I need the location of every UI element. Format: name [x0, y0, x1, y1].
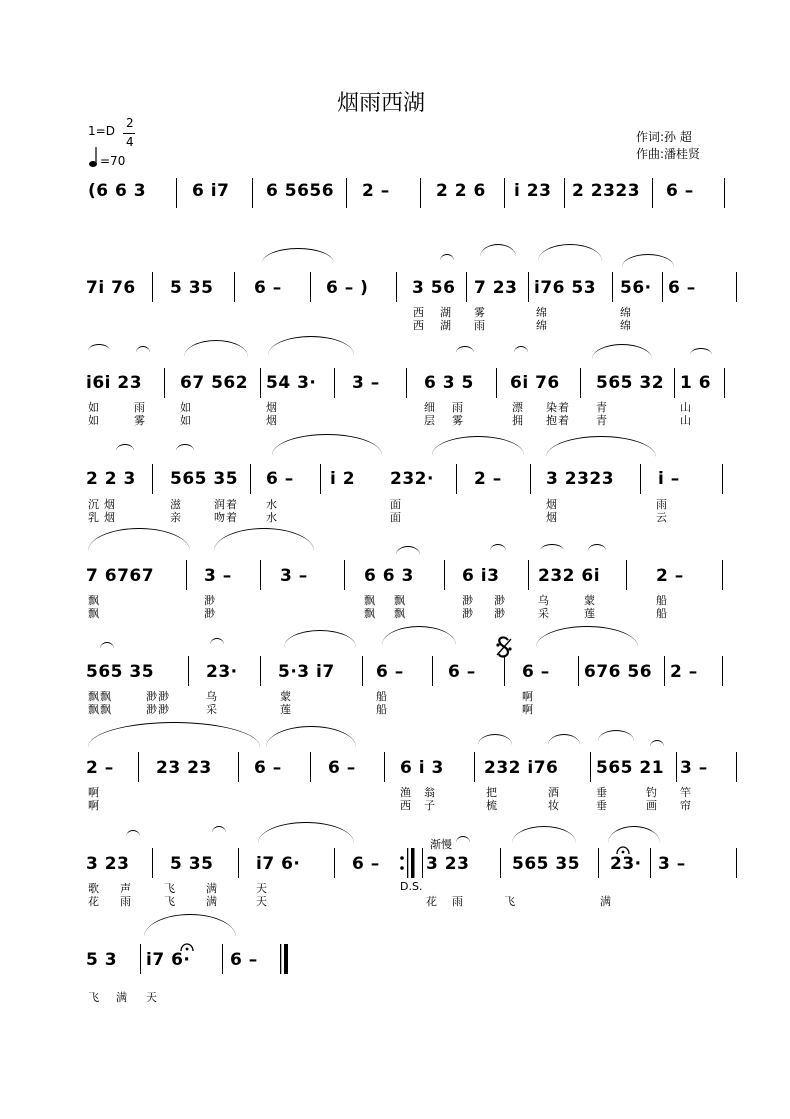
measure: 2 –	[670, 662, 698, 682]
lyric: 钓	[646, 786, 658, 799]
slur	[598, 730, 634, 741]
barline	[238, 848, 239, 878]
barline	[612, 272, 613, 302]
lyric: 飘	[394, 594, 406, 607]
measure: 6 –	[376, 662, 404, 682]
measure: 3 –	[204, 566, 232, 586]
lyric: 面	[390, 511, 402, 524]
lyric: 渺	[462, 607, 474, 620]
measure: 56·	[620, 278, 652, 298]
measure: 3 –	[352, 373, 380, 393]
measure: 232·	[390, 469, 434, 489]
barline	[384, 752, 385, 782]
slur	[622, 254, 674, 267]
slur	[284, 630, 356, 647]
measure: 6 6 3	[364, 566, 414, 586]
jianman-marking: 渐慢	[430, 838, 452, 851]
slur	[536, 626, 638, 647]
barline	[164, 368, 165, 398]
measure: 6 5656	[266, 181, 335, 201]
final-barline	[280, 944, 290, 974]
key-signature: 1=D	[88, 124, 115, 138]
barline	[344, 560, 345, 590]
barline	[722, 464, 723, 494]
barline	[530, 464, 531, 494]
barline	[396, 272, 397, 302]
measure: 5 3	[86, 950, 118, 970]
lyric: 细	[424, 401, 436, 414]
measure: 54 3·	[266, 373, 317, 393]
barline	[234, 272, 235, 302]
slur	[100, 642, 114, 649]
slur	[540, 544, 564, 551]
slur	[262, 248, 334, 263]
slur	[176, 444, 194, 451]
measure: 6 –	[254, 758, 282, 778]
lyric: 垂	[596, 799, 608, 812]
barline	[724, 368, 725, 398]
lyric: 雨	[452, 401, 464, 414]
measure: 3 –	[658, 854, 686, 874]
measure: 23 23	[156, 758, 212, 778]
barline	[334, 368, 335, 398]
slur	[214, 528, 314, 551]
measure: 23·	[206, 662, 238, 682]
lyric: 渺	[494, 607, 506, 620]
lyric: 渔	[400, 786, 412, 799]
barline	[186, 560, 187, 590]
barline	[626, 560, 627, 590]
slur	[440, 254, 454, 261]
measure: (6 6 3	[88, 181, 147, 201]
slur	[456, 346, 474, 353]
slur	[88, 722, 260, 747]
lyric: 帘	[680, 799, 692, 812]
barline	[140, 944, 141, 974]
slur	[116, 444, 134, 451]
measure: 6 –	[328, 758, 356, 778]
slur	[210, 638, 224, 645]
lyric: 满	[600, 895, 612, 908]
measure: i 23	[514, 181, 552, 201]
measure: 3 23	[426, 854, 470, 874]
lyric: 蒙	[584, 594, 596, 607]
barline	[500, 848, 501, 878]
measure: 6 –	[266, 469, 294, 489]
barline	[580, 368, 581, 398]
measure: 2 –	[474, 469, 502, 489]
lyric: 飘飘	[88, 703, 112, 716]
barline	[252, 178, 253, 208]
measure: 6 –	[448, 662, 476, 682]
lyric: 绵	[536, 319, 548, 332]
lyric: 花	[426, 895, 438, 908]
lyric: 酒	[548, 786, 560, 799]
time-signature-line	[123, 133, 135, 134]
measure: i6i 23	[86, 373, 143, 393]
lyric: 如	[88, 414, 100, 427]
lyric: 飘飘	[88, 690, 112, 703]
lyric: 飞	[88, 991, 100, 1004]
fermata-icon	[616, 840, 630, 850]
measure: 2 2323	[572, 181, 641, 201]
barline	[504, 178, 505, 208]
measure: 565 21	[596, 758, 665, 778]
lyric: 妆	[548, 799, 560, 812]
measure: 3 23	[86, 854, 130, 874]
lyric: 西	[413, 306, 425, 319]
measure: 6 –	[522, 662, 550, 682]
barline	[640, 464, 641, 494]
lyric: 绵	[536, 306, 548, 319]
lyric: 雾	[134, 414, 146, 427]
lyric: 天	[256, 882, 268, 895]
lyric: 如	[180, 414, 192, 427]
lyric: 吻着	[214, 511, 238, 524]
time-signature-bottom: 4	[126, 135, 134, 149]
measure: 676 56	[584, 662, 653, 682]
lyric: 绵	[620, 319, 632, 332]
lyric: 啊	[522, 703, 534, 716]
lyric: 烟	[104, 511, 116, 524]
ds-marking: D.S.	[400, 880, 423, 893]
barline	[722, 656, 723, 686]
lyric: 西	[400, 799, 412, 812]
lyric: 飞	[504, 895, 516, 908]
measure: i 2	[330, 469, 356, 489]
measure: 2 –	[362, 181, 390, 201]
measure: 7i 76	[86, 278, 136, 298]
lyric: 绵	[620, 306, 632, 319]
lyric: 莲	[584, 607, 596, 620]
lyric: 采	[538, 607, 550, 620]
barline	[152, 848, 153, 878]
barline	[598, 848, 599, 878]
barline	[496, 368, 497, 398]
measure: 2 2 3	[86, 469, 136, 489]
measure: 5 35	[170, 854, 214, 874]
lyric: 飘	[394, 607, 406, 620]
slur	[432, 436, 524, 455]
lyric: 声	[120, 882, 132, 895]
slur	[592, 344, 652, 359]
slur	[266, 726, 356, 747]
barline	[676, 752, 677, 782]
lyric: 层	[424, 414, 436, 427]
lyric: 拥	[512, 414, 524, 427]
lyric: 雾	[474, 306, 486, 319]
lyric: 莲	[280, 703, 292, 716]
slur	[490, 544, 506, 551]
repeat-end-barline	[398, 848, 420, 878]
lyric: 飘	[364, 607, 376, 620]
barline	[674, 368, 675, 398]
lyric: 子	[424, 799, 436, 812]
measure: i7 6·	[256, 854, 301, 874]
lyric: 啊	[522, 690, 534, 703]
lyric: 乌	[206, 690, 218, 703]
barline	[152, 464, 153, 494]
lyric: 渺	[204, 607, 216, 620]
lyric: 面	[390, 498, 402, 511]
measure: i –	[658, 469, 680, 489]
measure: i7 6·	[146, 950, 191, 970]
slur	[514, 346, 528, 353]
lyric: 烟	[546, 498, 558, 511]
slur	[212, 826, 226, 833]
slur	[88, 528, 190, 551]
barline	[250, 464, 251, 494]
barline	[260, 368, 261, 398]
lyric: 花	[88, 895, 100, 908]
lyric: 雨	[134, 401, 146, 414]
measure: 2 –	[656, 566, 684, 586]
measure: 6i 76	[510, 373, 560, 393]
lyric: 水	[266, 498, 278, 511]
barline	[504, 656, 505, 686]
fermata-icon	[180, 937, 194, 947]
measure: 232 6i	[538, 566, 601, 586]
lyric: 山	[680, 414, 692, 427]
barline	[456, 464, 457, 494]
slur	[538, 244, 602, 261]
slur	[184, 340, 248, 357]
lyric: 云	[656, 511, 668, 524]
lyric: 水	[266, 511, 278, 524]
barline	[736, 848, 737, 878]
barline	[310, 272, 311, 302]
barline	[722, 560, 723, 590]
barline	[664, 656, 665, 686]
lyric: 飘	[88, 607, 100, 620]
barline	[406, 368, 407, 398]
slur	[546, 436, 656, 457]
slur	[396, 546, 420, 555]
barline	[222, 944, 223, 974]
lyric: 歌	[88, 882, 100, 895]
lyric: 船	[656, 594, 668, 607]
measure: 6 i3	[462, 566, 500, 586]
lyric: 天	[146, 991, 158, 1004]
lyric: 雨	[656, 498, 668, 511]
lyric: 满	[116, 991, 128, 1004]
slur	[480, 244, 516, 257]
slur	[456, 836, 470, 843]
tempo-marking: =70	[100, 154, 126, 168]
measure: 6 – )	[326, 278, 369, 298]
lyric: 乳	[88, 511, 100, 524]
barline	[736, 752, 737, 782]
lyric: 湖	[440, 319, 452, 332]
lyric: 梳	[486, 799, 498, 812]
measure: 5 35	[170, 278, 214, 298]
barline	[152, 272, 153, 302]
barline	[176, 178, 177, 208]
lyric: 西	[413, 319, 425, 332]
measure: 3 2323	[546, 469, 615, 489]
quarter-note-icon	[88, 146, 98, 168]
barline	[724, 178, 725, 208]
lyric: 渺	[494, 594, 506, 607]
lyric: 如	[88, 401, 100, 414]
composer-credit: 作曲:潘桂贤	[636, 147, 701, 161]
lyric: 满	[206, 882, 218, 895]
lyric: 船	[376, 690, 388, 703]
barline	[260, 560, 261, 590]
measure: 6 i 3	[400, 758, 444, 778]
lyric: 漂	[512, 401, 524, 414]
lyricist-credit: 作词:孙 超	[636, 130, 692, 144]
lyric: 染着	[546, 401, 570, 414]
barline	[736, 272, 737, 302]
lyric: 飘	[364, 594, 376, 607]
lyric: 竿	[680, 786, 692, 799]
measure: 67 562	[180, 373, 249, 393]
slur	[136, 346, 150, 353]
lyric: 啊	[88, 799, 100, 812]
lyric: 湖	[440, 306, 452, 319]
measure: 232 i76	[484, 758, 559, 778]
page-title: 烟雨西湖	[337, 91, 426, 116]
measure: 5·3 i7	[278, 662, 335, 682]
lyric: 抱着	[546, 414, 570, 427]
measure: i76 53	[534, 278, 597, 298]
lyric: 润着	[214, 498, 238, 511]
lyric: 渺渺	[146, 690, 170, 703]
lyric: 雨	[474, 319, 486, 332]
slur	[88, 344, 110, 351]
measure: 3 –	[280, 566, 308, 586]
measure: 6 i7	[192, 181, 230, 201]
lyric: 船	[376, 703, 388, 716]
measure: 6 –	[254, 278, 282, 298]
time-signature-top: 2	[126, 116, 134, 130]
lyric: 如	[180, 401, 192, 414]
lyric: 画	[646, 799, 658, 812]
lyric: 青	[596, 414, 608, 427]
lyric: 乌	[538, 594, 550, 607]
slur	[588, 544, 606, 551]
slur	[548, 734, 580, 745]
barline	[652, 178, 653, 208]
slur	[650, 740, 664, 747]
lyric: 渺	[462, 594, 474, 607]
barline	[650, 848, 651, 878]
lyric: 垂	[596, 786, 608, 799]
slur	[268, 336, 354, 355]
barline	[238, 752, 239, 782]
lyric: 满	[206, 895, 218, 908]
lyric: 采	[206, 703, 218, 716]
barline	[362, 656, 363, 686]
lyric: 飘	[88, 594, 100, 607]
lyric: 沉	[88, 498, 100, 511]
barline	[420, 178, 421, 208]
slur	[690, 348, 712, 355]
lyric: 山	[680, 401, 692, 414]
lyric: 烟	[266, 414, 278, 427]
slur	[382, 626, 456, 645]
lyric: 雾	[452, 414, 464, 427]
lyric: 蒙	[280, 690, 292, 703]
lyric: 烟	[546, 511, 558, 524]
slur	[478, 734, 512, 745]
lyric: 雨	[452, 895, 464, 908]
measure: 6 –	[230, 950, 258, 970]
barline	[188, 656, 189, 686]
barline	[320, 464, 321, 494]
barline	[474, 752, 475, 782]
measure: 7 23	[474, 278, 518, 298]
barline	[432, 656, 433, 686]
measure: 2 2 6	[436, 181, 486, 201]
measure: 3 –	[680, 758, 708, 778]
lyric: 天	[256, 895, 268, 908]
measure: 565 35	[512, 854, 581, 874]
measure: 565 35	[86, 662, 155, 682]
barline	[310, 752, 311, 782]
lyric: 雨	[120, 895, 132, 908]
measure: 6 3 5	[424, 373, 474, 393]
lyric: 啊	[88, 786, 100, 799]
measure: 3 56	[412, 278, 456, 298]
lyric: 把	[486, 786, 498, 799]
barline	[564, 178, 565, 208]
measure: 6 –	[352, 854, 380, 874]
barline	[422, 848, 423, 878]
lyric: 青	[596, 401, 608, 414]
lyric: 飞	[164, 882, 176, 895]
barline	[528, 272, 529, 302]
lyric: 滋	[170, 498, 182, 511]
barline	[578, 656, 579, 686]
measure: 7 6767	[86, 566, 155, 586]
barline	[260, 656, 261, 686]
slur	[272, 434, 382, 455]
measure: 1 6	[680, 373, 712, 393]
lyric: 烟	[266, 401, 278, 414]
barline	[138, 752, 139, 782]
barline	[528, 560, 529, 590]
lyric: 渺渺	[146, 703, 170, 716]
lyric: 飞	[164, 895, 176, 908]
slur	[126, 830, 140, 837]
lyric: 船	[656, 607, 668, 620]
measure: 565 32	[596, 373, 665, 393]
lyric: 亲	[170, 511, 182, 524]
barline	[662, 272, 663, 302]
barline	[590, 752, 591, 782]
barline	[466, 272, 467, 302]
lyric: 烟	[104, 498, 116, 511]
slur	[258, 822, 354, 843]
lyric: 渺	[204, 594, 216, 607]
barline	[334, 848, 335, 878]
measure: 6 –	[666, 181, 694, 201]
measure: 565 35	[170, 469, 239, 489]
measure: 23·	[610, 854, 642, 874]
barline	[444, 560, 445, 590]
slur	[512, 826, 576, 843]
barline	[346, 178, 347, 208]
measure: 2 –	[86, 758, 114, 778]
lyric: 翁	[424, 786, 436, 799]
measure: 6 –	[668, 278, 696, 298]
slur	[144, 914, 236, 937]
